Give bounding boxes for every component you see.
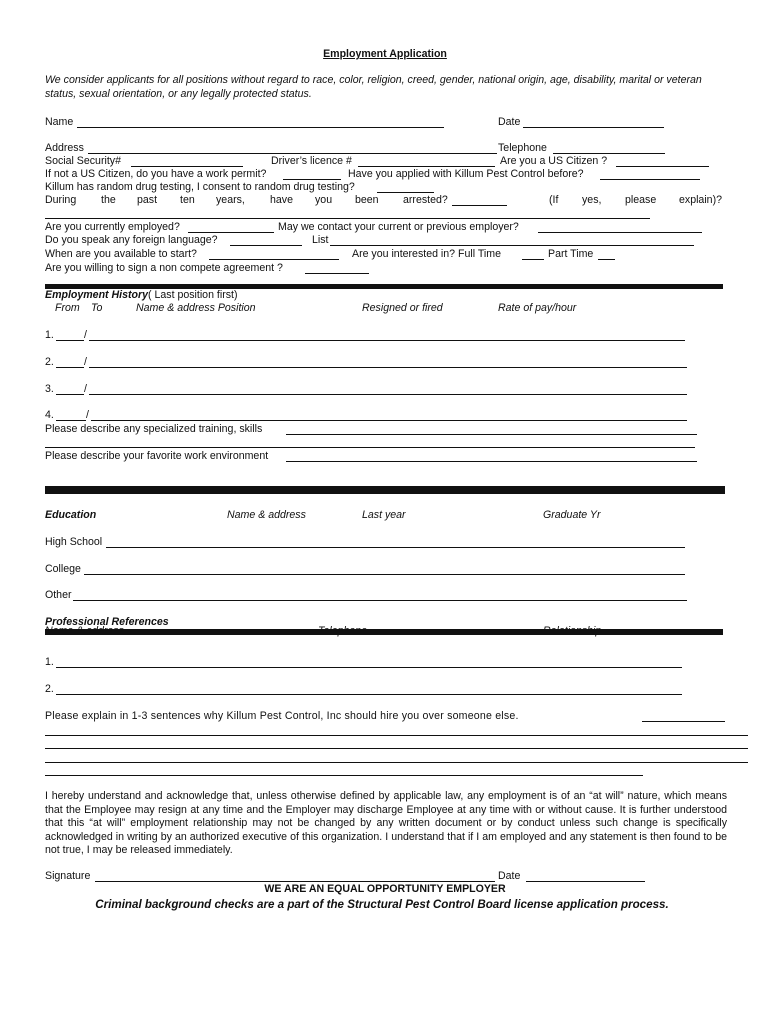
- other-education-label: Other: [45, 589, 72, 601]
- col-to: To: [91, 302, 103, 314]
- employment-history-title: Employment History: [45, 289, 149, 301]
- available-start-field[interactable]: [209, 259, 339, 260]
- history-row-3-from[interactable]: [56, 394, 84, 395]
- page-title: Employment Application: [323, 48, 447, 60]
- other-education-field[interactable]: [73, 600, 687, 601]
- arrested-word: During: [45, 194, 77, 206]
- edu-col-last-year: Last year: [362, 509, 406, 521]
- why-hire-label: Please explain in 1-3 sentences why Killum Pest Control, Inc should hire you over someone else.: [45, 710, 519, 722]
- why-hire-field[interactable]: [642, 721, 725, 722]
- arrested-word: yes,: [582, 194, 602, 206]
- ssn-label: Social Security#: [45, 155, 121, 167]
- date-slash: /: [84, 383, 87, 395]
- applied-before-field[interactable]: [600, 179, 700, 180]
- language-list-field[interactable]: [330, 245, 694, 246]
- arrested-word: explain)?: [679, 194, 722, 206]
- history-row-4-from[interactable]: [56, 420, 86, 421]
- arrested-word: ten: [180, 194, 195, 206]
- history-row-number: 1.: [45, 329, 54, 341]
- available-start-label: When are you available to start?: [45, 248, 197, 260]
- list-label: List: [312, 234, 329, 246]
- telephone-field[interactable]: [553, 153, 665, 154]
- interested-in-label: Are you interested in? Full Time: [352, 248, 501, 260]
- arrested-word: have: [270, 194, 293, 206]
- arrested-word: (If: [549, 194, 559, 206]
- edu-col-graduate-yr: Graduate Yr: [543, 509, 601, 521]
- non-compete-label: Are you willing to sign a non compete agreement ?: [45, 262, 283, 274]
- currently-employed-field[interactable]: [188, 232, 274, 233]
- why-hire-line-3[interactable]: [45, 748, 748, 749]
- address-label: Address: [45, 142, 84, 154]
- training-field[interactable]: [286, 434, 697, 435]
- reference-1-field[interactable]: [56, 667, 682, 668]
- reference-row-number: 1.: [45, 656, 54, 668]
- us-citizen-label: Are you a US Citizen ?: [500, 155, 608, 167]
- col-rate-of-pay: Rate of pay/hour: [498, 302, 577, 314]
- employment-history-note: ( Last position first): [148, 289, 238, 301]
- employment-history-heading: [45, 289, 238, 302]
- section-divider: [45, 629, 723, 635]
- may-contact-field[interactable]: [538, 232, 702, 233]
- foreign-language-field[interactable]: [230, 245, 302, 246]
- why-hire-line-4[interactable]: [45, 762, 748, 763]
- telephone-label: Telephone: [498, 142, 547, 154]
- arrested-word: past: [137, 194, 158, 206]
- signature-date-field[interactable]: [526, 881, 645, 882]
- eeo-statement: WE ARE AN EQUAL OPPORTUNITY EMPLOYER: [264, 883, 506, 895]
- full-time-field[interactable]: [522, 259, 544, 260]
- arrested-explain-field[interactable]: [45, 218, 650, 219]
- references-heading: Professional References: [45, 616, 169, 628]
- currently-employed-label: Are you currently employed?: [45, 221, 180, 233]
- may-contact-label: May we contact your current or previous employer?: [278, 221, 519, 233]
- section-divider: [45, 486, 725, 494]
- at-will-acknowledgement: I hereby understand and acknowledge that, unless otherwise defined by applicable law, any employment is of an “at will” nature, which means that the Employee may resign at any time and the Employer may discharge Employee at any time with or without cause. It is further understood that this “at will” employment relationship may not be changed by any written document or by conduct unless such change is specifically acknowledged in writing by an authorized executive of this organization. I understand that if I am employed and any statement is then found to be not true, I may be released immediately.: [45, 790, 727, 856]
- history-row-2-from[interactable]: [56, 367, 84, 368]
- history-row-number: 4.: [45, 409, 54, 421]
- foreign-language-label: Do you speak any foreign language?: [45, 234, 218, 246]
- date-field[interactable]: [523, 127, 664, 128]
- arrested-word: been: [355, 194, 379, 206]
- history-row-2-details[interactable]: [89, 367, 687, 368]
- us-citizen-field[interactable]: [616, 166, 709, 167]
- part-time-field[interactable]: [598, 259, 615, 260]
- date-label: Date: [498, 116, 521, 128]
- date-slash: /: [86, 409, 89, 421]
- arrested-word: please: [625, 194, 657, 206]
- non-compete-field[interactable]: [305, 273, 369, 274]
- signature-date-label: Date: [498, 870, 521, 882]
- edu-col-name-address: Name & address: [227, 509, 306, 521]
- history-row-1-details[interactable]: [89, 340, 685, 341]
- drug-testing-field[interactable]: [377, 192, 434, 193]
- training-field-line-2[interactable]: [45, 447, 695, 448]
- history-row-4-details[interactable]: [91, 420, 687, 421]
- environment-field[interactable]: [286, 461, 697, 462]
- work-permit-field[interactable]: [283, 179, 341, 180]
- history-row-3-details[interactable]: [89, 394, 687, 395]
- drug-testing-label: Killum has random drug testing, I consent to random drug testing?: [45, 181, 355, 193]
- high-school-field[interactable]: [106, 547, 685, 548]
- date-slash: /: [84, 329, 87, 341]
- arrested-label: arrested?: [403, 194, 448, 206]
- college-field[interactable]: [84, 574, 685, 575]
- signature-field[interactable]: [95, 881, 495, 882]
- background-check-notice: Criminal background checks are a part of the Structural Pest Control Board license application process.: [95, 898, 669, 911]
- high-school-label: High School: [45, 536, 103, 548]
- intro-statement: We consider applicants for all positions without regard to race, color, religion, creed, gender, national origin, age, disability, marital or veteran status, sexual orientation, or any legally protected status.: [45, 74, 702, 100]
- environment-label: Please describe your favorite work environment: [45, 450, 269, 462]
- arrested-field[interactable]: [452, 205, 507, 206]
- arrested-word: years,: [216, 194, 245, 206]
- arrested-word: the: [101, 194, 116, 206]
- ssn-field[interactable]: [131, 166, 243, 167]
- history-row-number: 2.: [45, 356, 54, 368]
- arrested-word: you: [315, 194, 333, 206]
- history-row-1-from[interactable]: [56, 340, 84, 341]
- part-time-label: Part Time: [548, 248, 594, 260]
- reference-row-number: 2.: [45, 683, 54, 695]
- col-resigned-fired: Resigned or fired: [362, 302, 443, 314]
- why-hire-line-5[interactable]: [45, 775, 643, 776]
- work-permit-label: If not a US Citizen, do you have a work permit?: [45, 168, 267, 180]
- applied-before-label: Have you applied with Killum Pest Control before?: [348, 168, 584, 180]
- drivers-licence-label: Driver’s licence #: [271, 155, 352, 167]
- education-heading: Education: [45, 509, 97, 521]
- reference-2-field[interactable]: [56, 694, 682, 695]
- college-label: College: [45, 563, 81, 575]
- col-name-address-position: Name & address Position: [136, 302, 256, 314]
- col-from: From: [55, 302, 80, 314]
- drivers-licence-field[interactable]: [358, 166, 495, 167]
- signature-label: Signature: [45, 870, 91, 882]
- history-row-number: 3.: [45, 383, 54, 395]
- name-field[interactable]: [77, 127, 444, 128]
- name-label: Name: [45, 116, 74, 128]
- why-hire-line-2[interactable]: [45, 735, 748, 736]
- address-field[interactable]: [88, 153, 497, 154]
- date-slash: /: [84, 356, 87, 368]
- training-label: Please describe any specialized training, skills: [45, 423, 263, 435]
